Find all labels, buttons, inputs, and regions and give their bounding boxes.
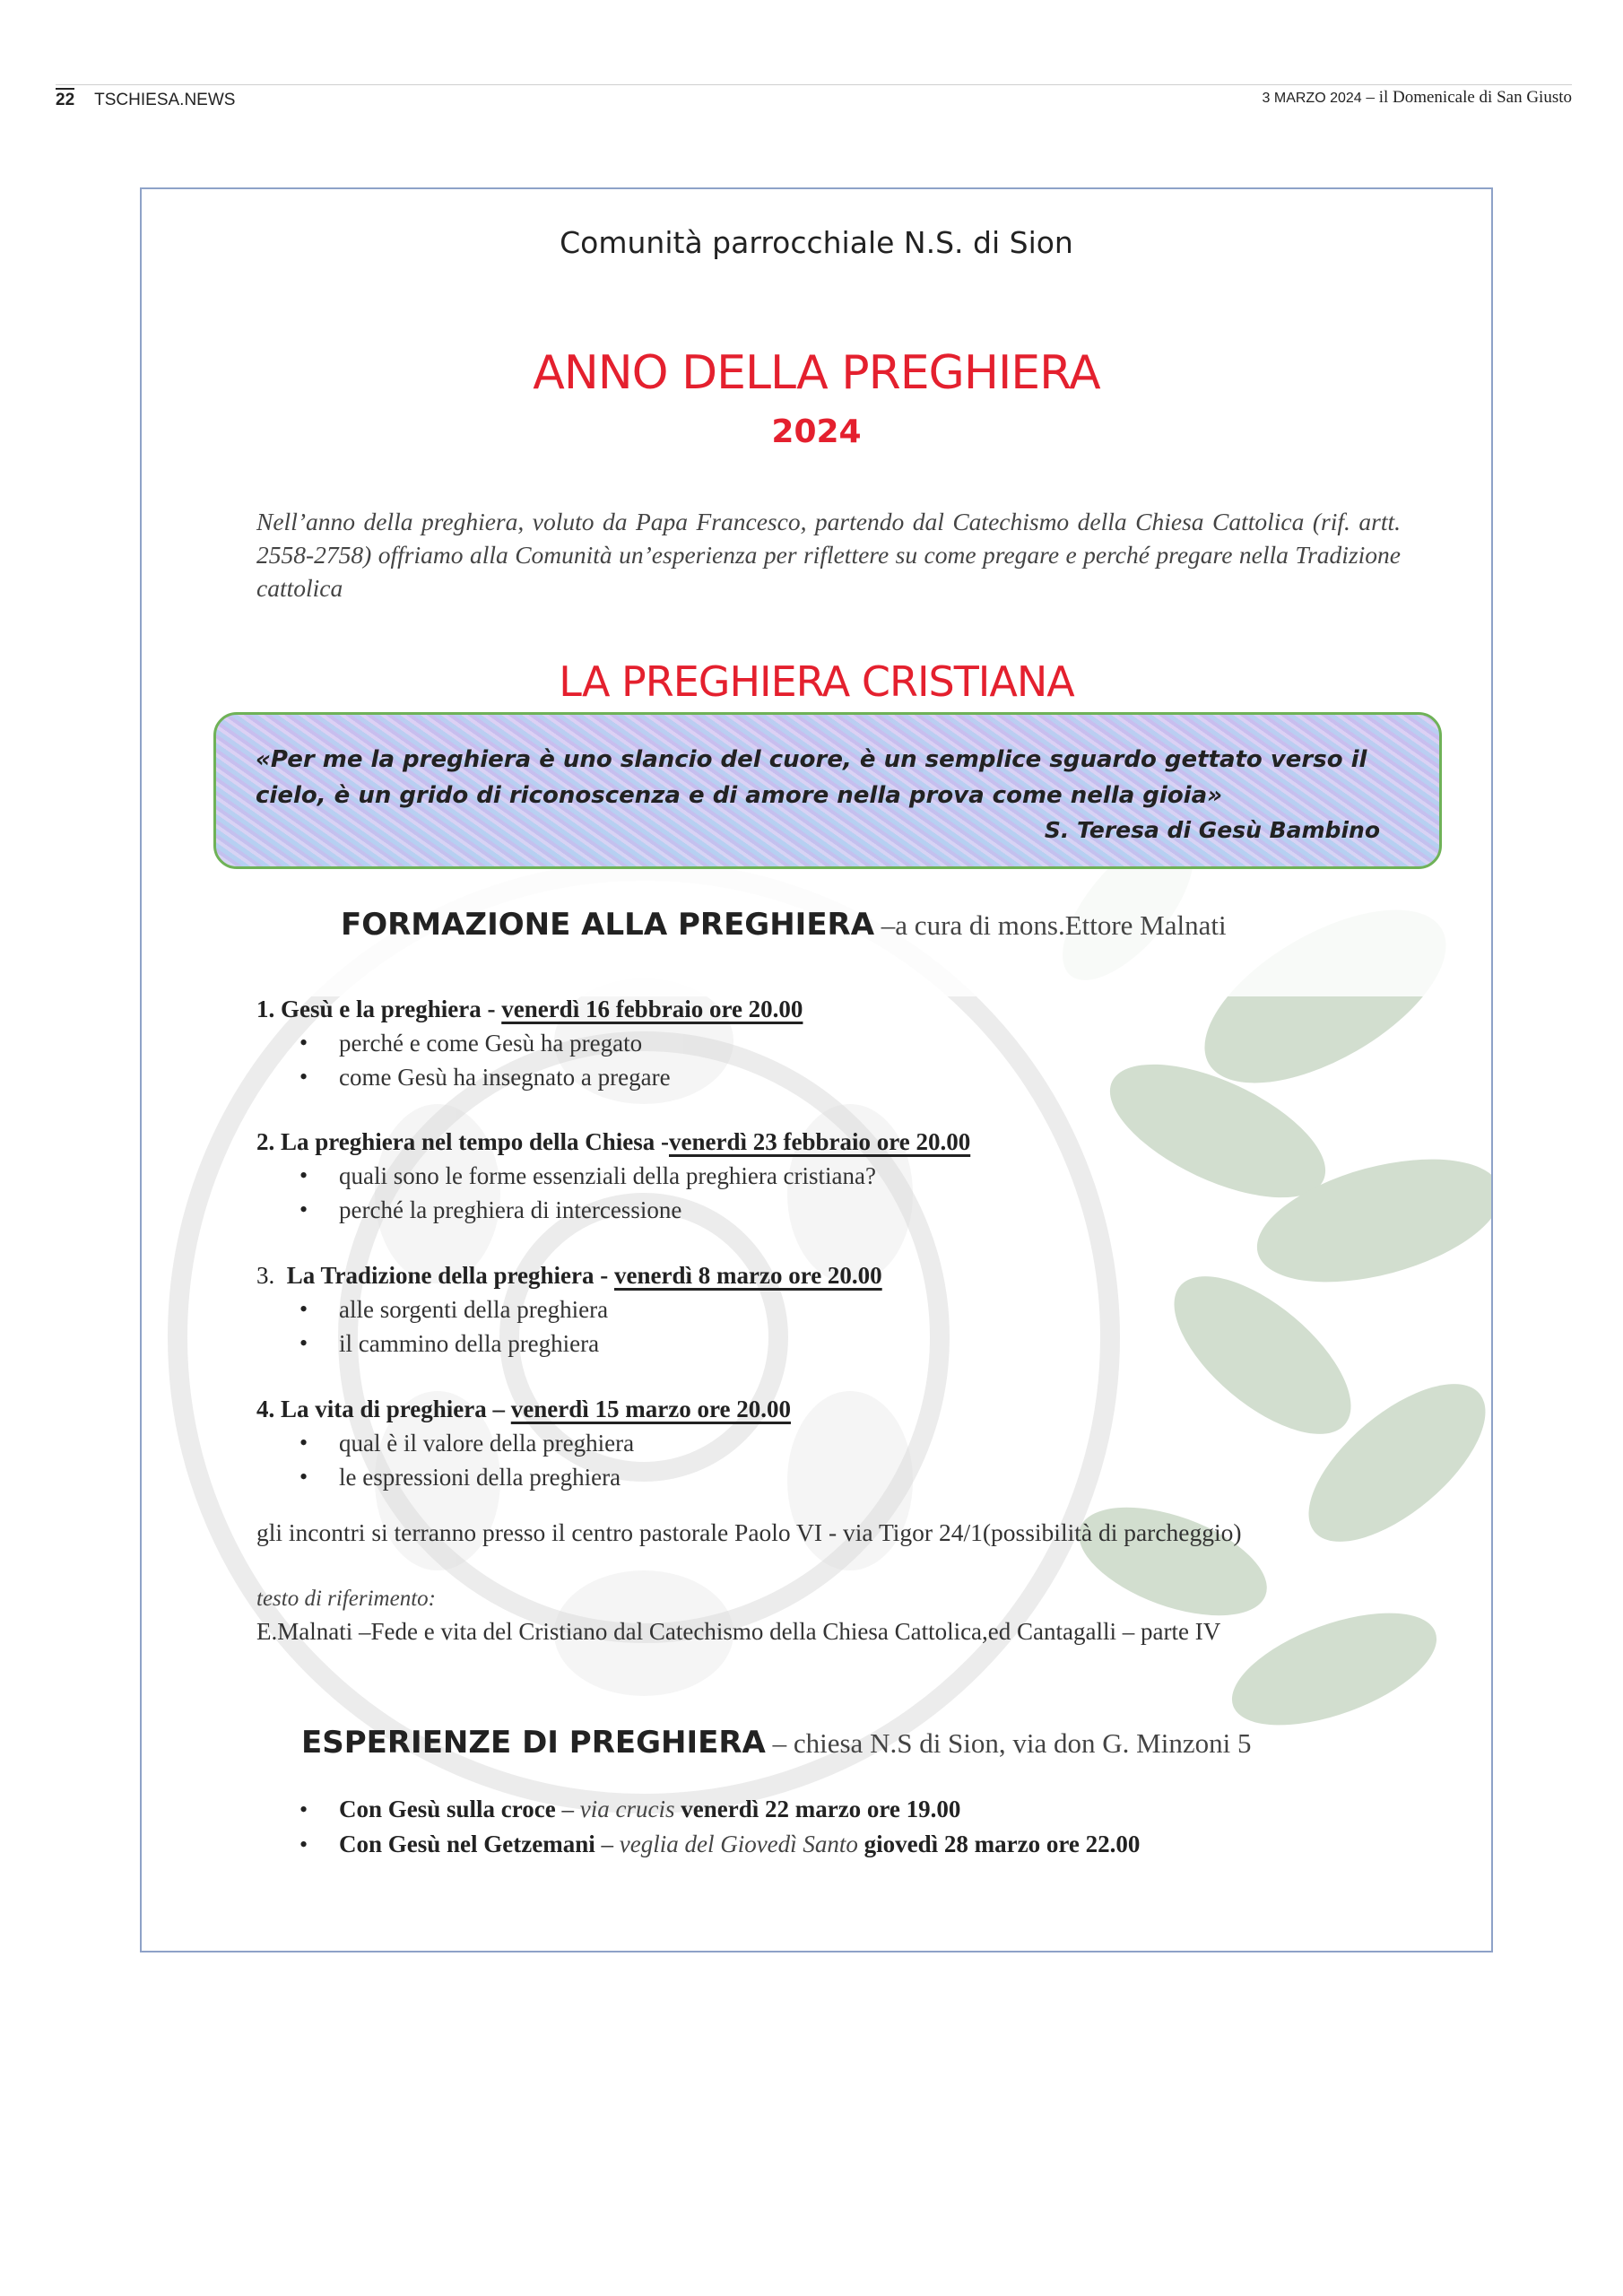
esperienza-when: venerdì 22 marzo ore 19.00 — [674, 1796, 961, 1822]
reference-text: E.Malnati –Fede e vita del Cristiano dal Catechismo della Chiesa Cattolica,ed Cantagalli – parte IV — [256, 1618, 1221, 1645]
lesson-title: 4. La vita di preghiera – — [256, 1396, 511, 1422]
esperienze-heading — [301, 1725, 1251, 1761]
lesson-point: • perché e come Gesù ha pregato — [339, 1026, 803, 1060]
page-number: 22 — [56, 88, 74, 110]
lesson-1 — [256, 992, 803, 1094]
header-rule — [56, 84, 1572, 85]
venue-note: gli incontri si terranno presso il centro pastorale Paolo VI - via Tigor 24/1(possibilità di parcheggio) — [256, 1518, 1242, 1546]
lesson-3 — [256, 1258, 882, 1361]
lesson-point: • alle sorgenti della preghiera — [339, 1292, 882, 1326]
page-header-left — [56, 88, 235, 110]
flyer-subtitle: LA PREGHIERA CRISTIANA — [559, 657, 1074, 706]
lesson-point: • il cammino della preghiera — [339, 1326, 882, 1361]
esperienze-heading-subtitle: – chiesa N.S di Sion, via don G. Minzoni 5 — [765, 1727, 1252, 1759]
reference-label: testo di riferimento: — [256, 1587, 436, 1611]
issue-date: 3 MARZO 2024 — [1262, 91, 1362, 106]
quote-box — [213, 712, 1442, 869]
formazione-heading — [341, 907, 1227, 943]
formazione-heading-title: FORMAZIONE ALLA PREGHIERA — [341, 907, 875, 943]
publication-name: – il Domenicale di San Giusto — [1366, 88, 1572, 107]
formazione-heading-subtitle: –a cura di mons.Ettore Malnati — [881, 909, 1227, 941]
esperienza-rite: via crucis — [579, 1796, 675, 1822]
quote-author: S. Teresa di Gesù Bambino — [1044, 817, 1380, 843]
esperienza-title: Con Gesù nel Getzemani — [339, 1831, 595, 1857]
flyer-title: ANNO DELLA PREGHIERA — [533, 346, 1100, 400]
lesson-date: venerdì 16 febbraio ore 20.00 — [501, 996, 803, 1022]
lesson-date: venerdì 8 marzo ore 20.00 — [614, 1262, 882, 1289]
flyer-content — [142, 189, 1491, 1951]
lesson-point: • perché la preghiera di intercessione — [339, 1193, 970, 1227]
esperienze-heading-title: ESPERIENZE DI PREGHIERA — [301, 1725, 766, 1761]
lesson-point: • quali sono le forme essenziali della preghiera cristiana? — [339, 1159, 970, 1193]
esperienza-separator: – — [595, 1831, 620, 1857]
lesson-title: La Tradizione della preghiera - — [286, 1262, 614, 1289]
lesson-title: 1. Gesù e la preghiera - — [256, 996, 502, 1022]
community-name: Comunità parrocchiale N.S. di Sion — [560, 225, 1073, 260]
page-header-right — [1263, 88, 1572, 108]
lesson-point: • come Gesù ha insegnato a pregare — [339, 1060, 803, 1094]
lesson-number: 3. — [256, 1262, 275, 1289]
site-name: TSCHIESA.NEWS — [94, 91, 236, 109]
flyer-frame — [140, 187, 1493, 1952]
esperienza-item — [339, 1792, 1140, 1827]
lesson-4 — [256, 1392, 791, 1494]
lesson-2 — [256, 1125, 970, 1227]
esperienza-title: Con Gesù sulla croce — [339, 1796, 556, 1822]
flyer-year: 2024 — [771, 413, 862, 450]
esperienza-separator: – — [555, 1796, 580, 1822]
esperienza-when: giovedì 28 marzo ore 22.00 — [857, 1831, 1141, 1857]
quote-text: «Per me la preghiera è uno slancio del cuore, è un semplice sguardo gettato verso il cielo, è un grido di riconoscenza e di amore nella prova come nella gioia» — [256, 746, 1367, 809]
esperienze-list — [339, 1792, 1140, 1862]
lesson-date: venerdì 23 febbraio ore 20.00 — [668, 1128, 971, 1155]
lesson-point: • qual è il valore della preghiera — [339, 1426, 791, 1460]
lesson-point: • le espressioni della preghiera — [339, 1460, 791, 1494]
lesson-date: venerdì 15 marzo ore 20.00 — [510, 1396, 791, 1422]
intro-paragraph: Nell’anno della preghiera, voluto da Papa Francesco, partendo dal Catechismo della Chiesa Cattolica (rif. artt. 2558-2758) offriamo alla Comunità un’esperienza per riflettere su come pregare e perché pregare nella Tradizione cattolica — [256, 508, 1401, 602]
esperienza-rite: veglia del Giovedì Santo — [619, 1831, 858, 1857]
lesson-title: 2. La preghiera nel tempo della Chiesa - — [256, 1128, 669, 1155]
esperienza-item — [339, 1827, 1140, 1862]
